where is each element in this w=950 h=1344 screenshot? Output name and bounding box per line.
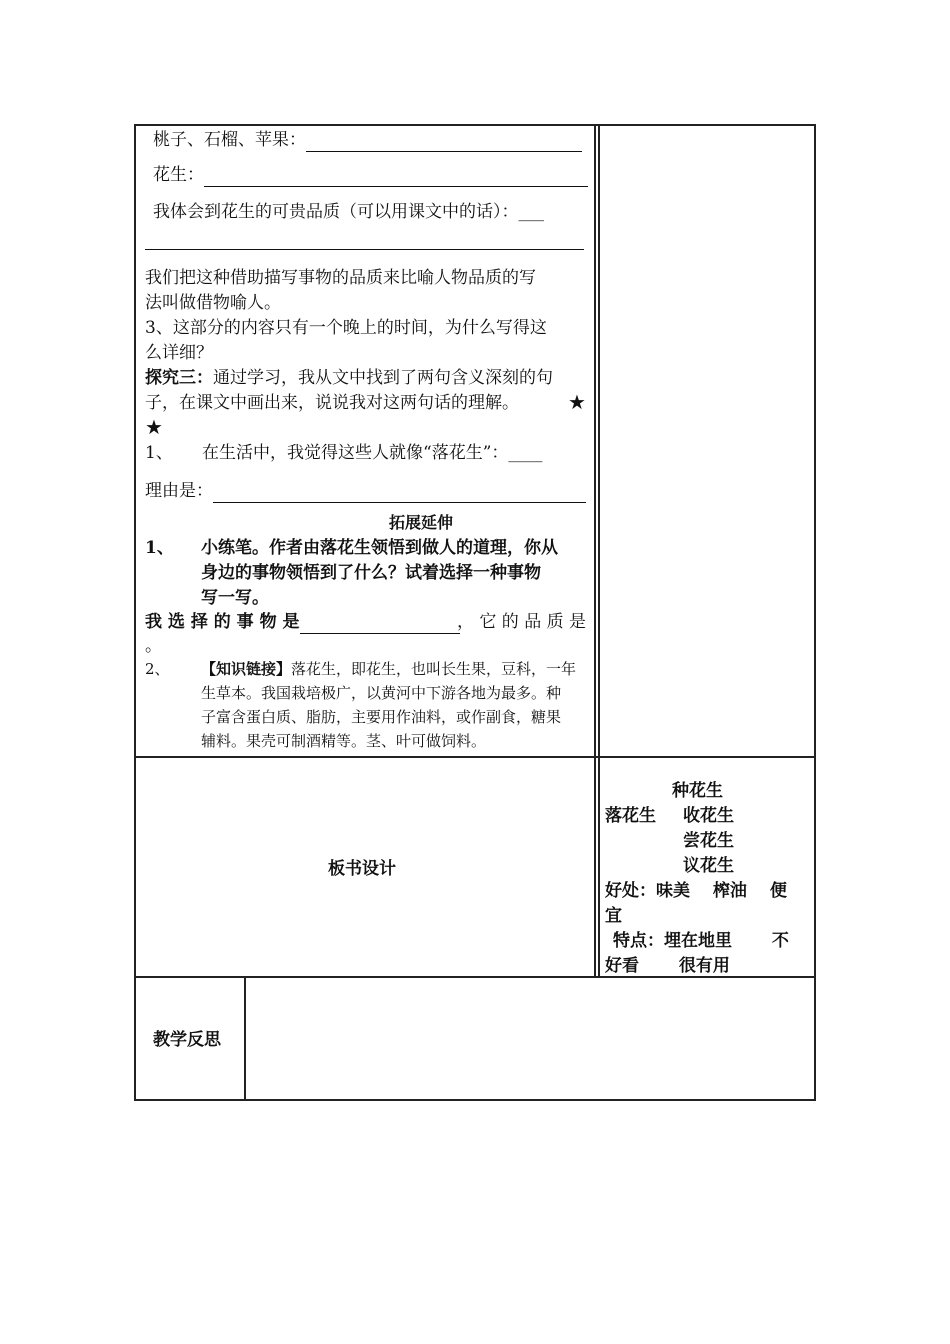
board-line-7: 特点：埋在地里 不: [613, 931, 789, 951]
extension-title: 拓展延伸: [389, 513, 454, 532]
explore-3-line-1: [145, 366, 553, 390]
choose-line: [145, 610, 460, 634]
board-line-6: 宜: [605, 906, 622, 926]
practice-line-1: 小练笔。作者由落花生领悟到做人的道理，你从: [201, 538, 558, 558]
reason-label: 理由是：: [145, 481, 213, 501]
knowledge-line-3: 子富含蛋白质、脂肪，主要用作油料，或作副食，糖果: [201, 708, 562, 726]
peanut-fill-line: [153, 163, 588, 187]
peanut-blank[interactable]: [204, 168, 588, 187]
knowledge-line-1: [201, 656, 576, 683]
metaphor-text-1: 我们把这种借助描写事物的品质来比喻人物品质的写: [145, 268, 536, 288]
reason-line: [145, 479, 586, 503]
fruits-fill-line: [153, 128, 582, 152]
explore-3-text-2: 子，在课文中画出来，说说我对这两句话的理解。: [145, 393, 519, 413]
explore-3-text-1: 通过学习，我从文中找到了两句含义深刻的句: [213, 368, 553, 388]
quality-fill-line: [153, 200, 544, 224]
board-line-3: 尝花生: [683, 831, 734, 851]
life-question: [145, 441, 543, 465]
practice-line-2: 身边的事物领悟到了什么？试着选择一种事物: [201, 563, 541, 583]
reason-blank[interactable]: [213, 484, 586, 503]
board-design-label: 板书设计: [328, 859, 396, 879]
board-line-5: 好处：味美 榨油 便: [605, 881, 787, 901]
quality-tail: ， 它 的 品 质 是: [457, 612, 587, 632]
practice-number: 1、: [145, 538, 174, 558]
period: 。: [145, 636, 162, 656]
board-line-2b: 收花生: [683, 806, 734, 826]
knowledge-line-4: 辅料。果壳可制酒精等。茎、叶可做饲料。: [201, 732, 487, 750]
metaphor-text-2: 法叫做借物喻人。: [145, 293, 281, 313]
reflection-input-area[interactable]: [247, 979, 813, 1098]
life-text: 在生活中，我觉得这些人就像“落花生”：____: [202, 443, 543, 463]
star-icon: ★: [568, 390, 586, 414]
fruits-blank[interactable]: [306, 133, 582, 152]
column-divider-top: [594, 124, 596, 978]
choose-blank[interactable]: [300, 615, 460, 634]
life-number: 1、: [145, 443, 173, 463]
choose-label: 我 选 择 的 事 物 是: [145, 612, 300, 632]
question-3-line-1: 3、这部分的内容只有一个晚上的时间，为什么写得这: [145, 318, 547, 338]
peanut-label: 花生：: [153, 165, 204, 185]
explore-3-label: 探究三：: [145, 368, 213, 388]
column-divider-top-double: [598, 124, 600, 978]
explore-3-line-2: [145, 391, 519, 415]
quality-label: 我体会到花生的可贵品质（可以用课文中的话）：___: [153, 202, 544, 222]
question-3-line-2: 么详细？: [145, 343, 213, 363]
fruits-label: 桃子、石榴、苹果：: [153, 130, 306, 150]
knowledge-number: 2、: [145, 660, 170, 678]
board-line-2a: 落花生: [605, 806, 656, 826]
star-icon: ★: [145, 415, 163, 439]
board-line-8: 好看 很有用: [605, 956, 730, 976]
reflection-divider: [244, 977, 246, 1101]
board-line-1: 种花生: [672, 781, 723, 801]
knowledge-tag: 【知识链接】: [201, 660, 292, 678]
quality-blank-line[interactable]: [145, 249, 584, 250]
knowledge-line-2: 生草本。我国栽培极广，以黄河中下游各地为最多。种: [201, 684, 562, 702]
practice-line-3: 写一写。: [201, 588, 269, 608]
knowledge-text-1: 落花生，即花生，也叫长生果，豆科，一年: [291, 660, 577, 678]
teaching-reflection-label: 教学反思: [153, 1030, 221, 1050]
board-line-4: 议花生: [683, 856, 734, 876]
row-divider-1: [134, 756, 816, 758]
